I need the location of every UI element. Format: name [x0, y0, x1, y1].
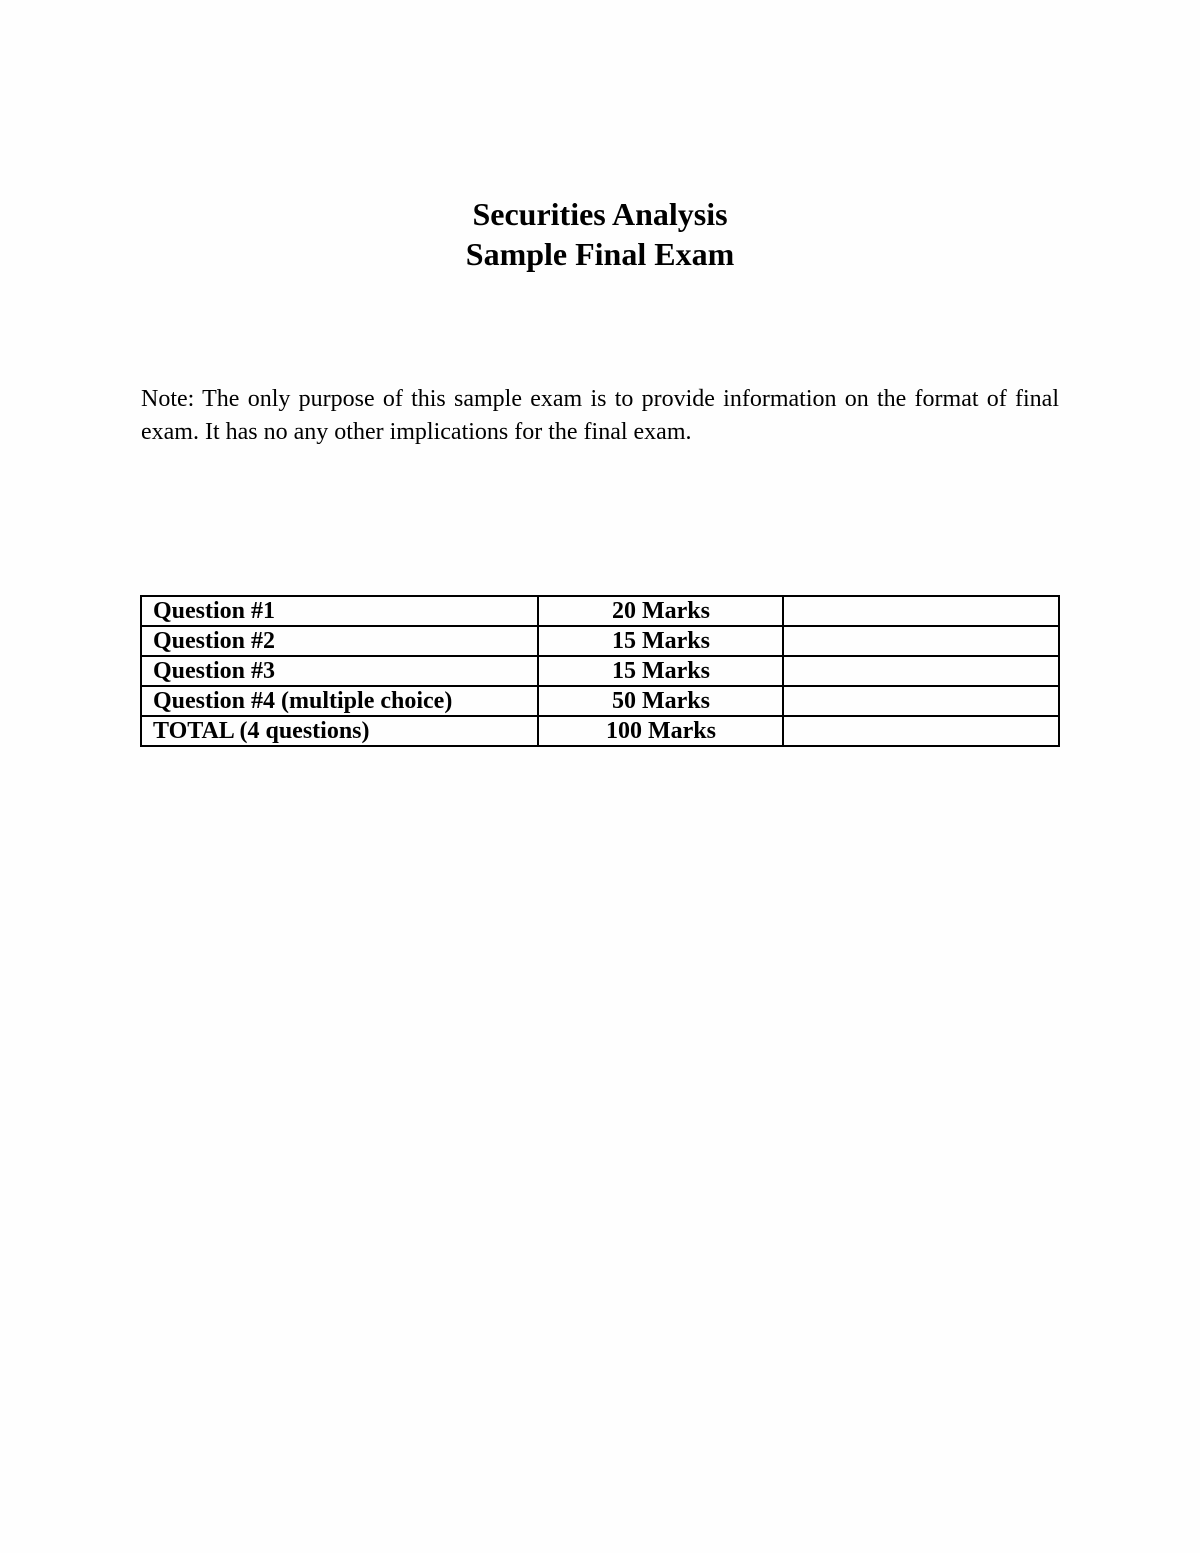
marks-cell: 50 Marks: [538, 686, 783, 716]
score-cell: [783, 596, 1059, 626]
document-subtitle: Sample Final Exam: [465, 236, 735, 272]
table-row: [141, 596, 1059, 626]
table-row: [141, 626, 1059, 656]
table-row-total: [141, 716, 1059, 746]
marks-cell: 20 Marks: [538, 596, 783, 626]
note-paragraph: Note: The only purpose of this sample exam is to provide information on the format of final exam. It has no any other implications for the final exam.: [141, 386, 1059, 445]
question-cell: Question #4 (multiple choice): [141, 686, 538, 716]
score-cell: [783, 656, 1059, 686]
table-row: [141, 686, 1059, 716]
marks-cell: 15 Marks: [538, 656, 783, 686]
table-row: [141, 656, 1059, 686]
total-label-cell: TOTAL (4 questions): [141, 716, 538, 746]
question-cell: Question #1: [141, 596, 538, 626]
total-score-cell: [783, 716, 1059, 746]
document-title: Securities Analysis: [472, 196, 728, 232]
marks-cell: 15 Marks: [538, 626, 783, 656]
question-cell: Question #2: [141, 626, 538, 656]
score-cell: [783, 686, 1059, 716]
marks-table: [140, 595, 1060, 747]
score-cell: [783, 626, 1059, 656]
title-block: [0, 194, 1200, 274]
question-cell: Question #3: [141, 656, 538, 686]
total-marks-cell: 100 Marks: [538, 716, 783, 746]
